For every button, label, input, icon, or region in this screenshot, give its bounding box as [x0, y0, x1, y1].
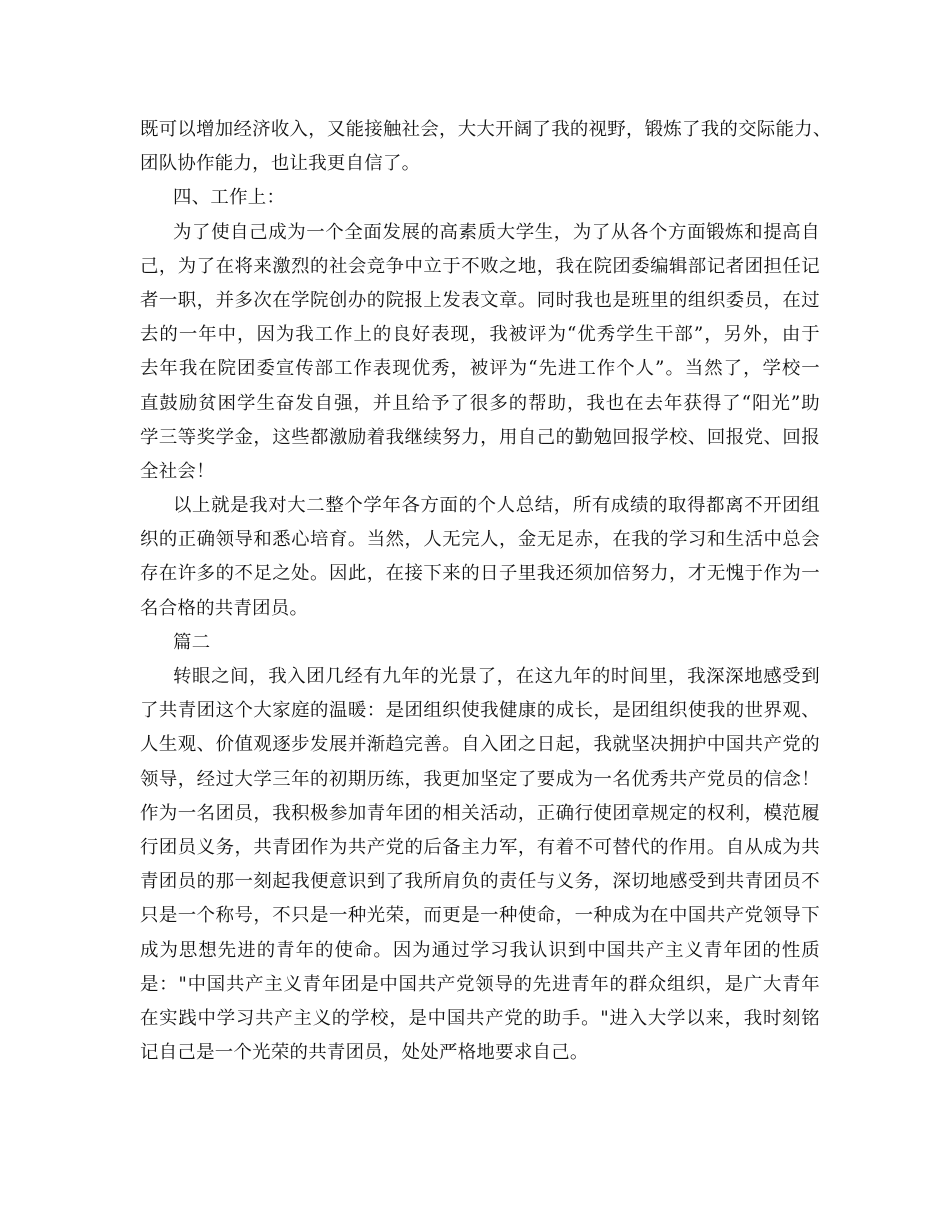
text-line: 全社会！: [140, 460, 215, 482]
text-line: 是："中国共产主义青年团是中国共产党领导的先进青年的群众组织，是广大青年: [140, 973, 820, 995]
text-line: 名合格的共青团员。: [140, 597, 309, 619]
text-line: 既可以增加经济收入，又能接触社会，大大开阔了我的视野，锻炼了我的交际能力、: [140, 119, 832, 140]
text-line: 存在许多的不足之处。因此，在接下来的日子里我还须加倍努力，才无愧于作为一: [140, 563, 820, 585]
text-line: 己，为了在将来激烈的社会竞争中立于不败之地，我在院团委编辑部记者团担任记: [140, 255, 820, 277]
text-line: 织的正确领导和悉心培育。当然，人无完人，金无足赤，在我的学习和生活中总会: [140, 529, 820, 551]
text-line: 在实践中学习共产主义的学校，是中国共产党的助手。"进入大学以来，我时刻铭: [140, 1007, 820, 1029]
text-line: 成为思想先进的青年的使命。因为通过学习我认识到中国共产主义青年团的性质: [140, 939, 820, 961]
text-line: 转眼之间，我入团几经有九年的光景了，在这九年的时间里，我深深地感受到: [173, 666, 820, 687]
text-line: 学三等奖学金，这些都激励着我继续努力，用自己的勤勉回报学校、回报党、回报: [140, 426, 820, 448]
text-line: 为了使自己成为一个全面发展的高素质大学生，为了从各个方面锻炼和提高自: [173, 221, 820, 243]
text-line: 领导，经过大学三年的初期历练，我更加坚定了要成为一名优秀共产党员的信念！: [140, 768, 820, 790]
text-line: 去的一年中，因为我工作上的良好表现，我被评为“优秀学生干部”，另外，由于: [140, 324, 820, 346]
text-line: 直鼓励贫困学生奋发自强，并且给予了很多的帮助，我也在去年获得了“阳光”助: [140, 392, 820, 414]
text-line: 团队协作能力，也让我更自信了。: [140, 153, 421, 175]
text-line: 行团员义务，共青团作为共产党的后备主力军，有着不可替代的作用。自从成为共: [140, 836, 820, 858]
text-line: 记自己是一个光荣的共青团员，处处严格地要求自己。: [140, 1042, 589, 1064]
text-line: 以上就是我对大二整个学年各方面的个人总结，所有成绩的取得都离不开团组: [173, 495, 820, 517]
text-line: 作为一名团员，我积极参加青年团的相关活动，正确行使团章规定的权利，模范履: [140, 802, 820, 824]
text-line: 青团员的那一刻起我便意识到了我所肩负的责任与义务，深切地感受到共青团员不: [140, 871, 820, 893]
text-line: 了共青团这个大家庭的温暖：是团组织使我健康的成长，是团组织使我的世界观、: [140, 700, 820, 722]
document-body: [140, 113, 832, 1070]
text-line: 只是一个称号，不只是一种光荣，而更是一种使命，一种成为在中国共产党领导下: [140, 905, 820, 927]
section-heading: 篇二: [173, 631, 211, 653]
text-line: 去年我在院团委宣传部工作表现优秀，被评为“先进工作个人”。当然了，学校一: [140, 358, 820, 380]
text-line: 者一职，并多次在学院创办的院报上发表文章。同时我也是班里的组织委员，在过: [140, 289, 820, 311]
section-heading: 四、工作上：: [173, 187, 286, 209]
text-line: 人生观、价值观逐步发展并渐趋完善。自入团之日起，我就坚决拥护中国共产党的: [140, 734, 820, 756]
